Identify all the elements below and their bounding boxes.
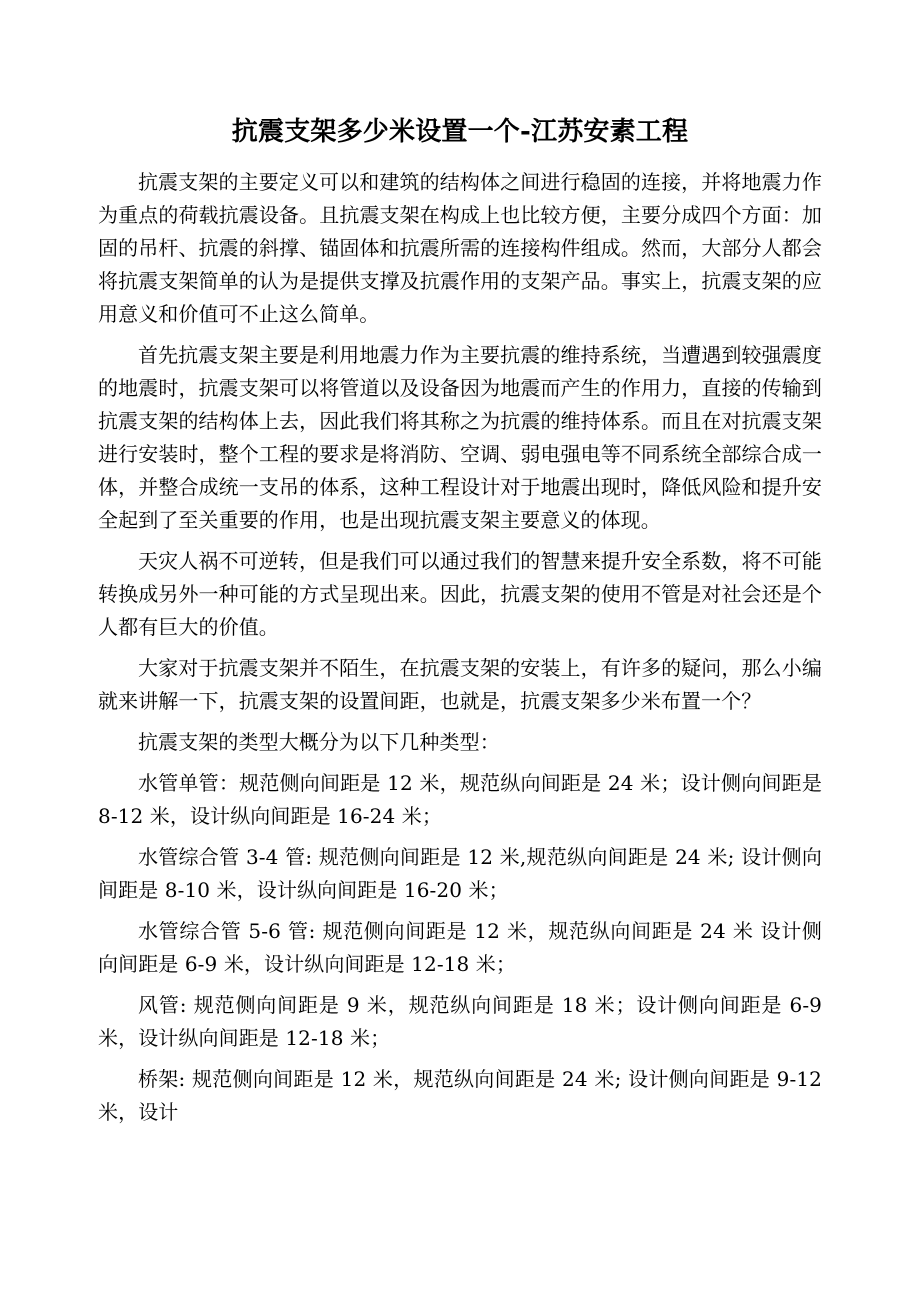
paragraph: 大家对于抗震支架并不陌生，在抗震支架的安装上，有许多的疑问，那么小编就来讲解一下，抗震支架的设置间距，也就是，抗震支架多少米布置一个？ [98, 656, 822, 713]
paragraph-spec-water-single: 水管单管：规范侧向间距是 12 米，规范纵向间距是 24 米；设计侧向间距是 8-12 米，设计纵向间距是 16-24 米； [98, 771, 822, 828]
document-body [98, 166, 822, 1129]
paragraph-spec-cable-tray: 桥架: 规范侧向间距是 12 米，规范纵向间距是 24 米; 设计侧向间距是 9-12 米，设计 [98, 1067, 822, 1124]
paragraph: 天灾人祸不可逆转，但是我们可以通过我们的智慧来提升安全系数，将不可能转换成另外一种可能的方式呈现出来。因此，抗震支架的使用不管是对社会还是个人都有巨大的价值。 [98, 549, 822, 639]
paragraph-spec-air-duct: 风管: 规范侧向间距是 9 米，规范纵向间距是 18 米；设计侧向间距是 6-9 米，设计纵向间距是 12-18 米； [98, 993, 822, 1050]
paragraph: 抗震支架的类型大概分为以下几种类型： [138, 730, 500, 754]
paragraph-spec-water-combined-5-6: 水管综合管 5-6 管: 规范侧向间距是 12 米，规范纵向间距是 24 米 设计侧向间距是 6-9 米，设计纵向间距是 12-18 米； [98, 919, 822, 976]
paragraph-spec-water-combined-3-4: 水管综合管 3-4 管: 规范侧向间距是 12 米,规范纵向间距是 24 米; 设计侧向间距是 8-10 米，设计纵向间距是 16-20 米； [98, 845, 822, 902]
page-title: 抗震支架多少米设置一个-江苏安素工程 [231, 117, 689, 148]
paragraph: 首先抗震支架主要是利用地震力作为主要抗震的维持系统，当遭遇到较强震度的地震时，抗震支架可以将管道以及设备因为地震而产生的作用力，直接的传输到抗震支架的结构体上去，因此我们将其称之为抗震的维持体系。而且在对抗震支架进行安装时，整个工程的要求是将消防、空调、弱电强电等不同系统全部综合成一体，并整合成统一支吊的体系，这种工程设计对于地震出现时，降低风险和提升安全起到了至关重要的作用，也是出现抗震支架主要意义的体现。 [98, 343, 822, 532]
paragraph: 抗震支架的主要定义可以和建筑的结构体之间进行稳固的连接，并将地震力作为重点的荷载抗震设备。且抗震支架在构成上也比较方便，主要分成四个方面：加固的吊杆、抗震的斜撑、锚固体和抗震所需的连接构件组成。然而，大部分人都会将抗震支架简单的认为是提供支撑及抗震作用的支架产品。事实上，抗震支架的应用意义和价值可不止这么简单。 [98, 170, 822, 326]
